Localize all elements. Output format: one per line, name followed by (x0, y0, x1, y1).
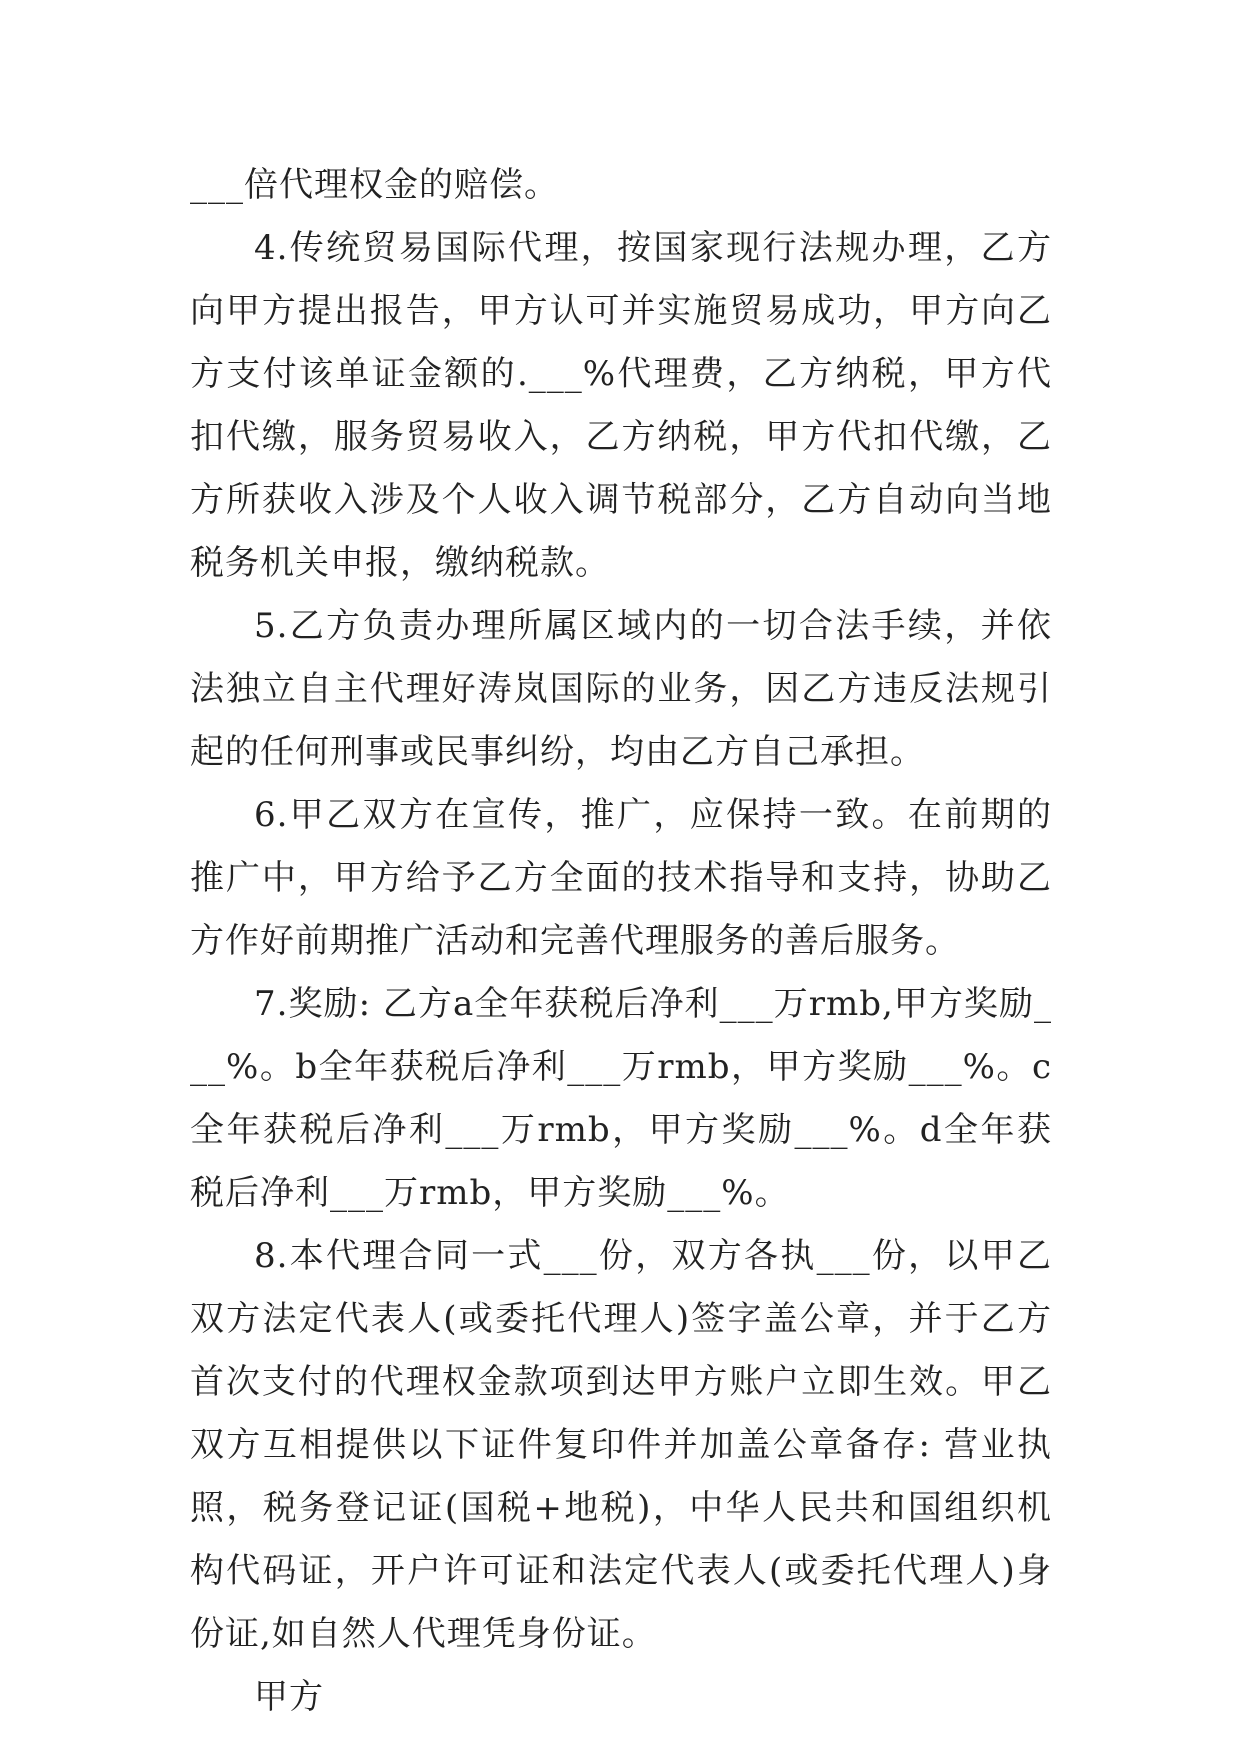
signature-party-a-label: 甲方 (254, 1677, 324, 1717)
paragraph-clause-5-legal-procedures: 5.乙方负责办理所属区域内的一切合法手续，并依法独立自主代理好涛岚国际的业务，因乙方违反法规引起的任何刑事或民事纠纷，均由乙方自己承担。 (190, 606, 1052, 772)
paragraph-clause-6-promotion: 6.甲乙双方在宣传，推广，应保持一致。在前期的推广中，甲方给予乙方全面的技术指导和支持，协助乙方作好前期推广活动和完善代理服务的善后服务。 (190, 795, 1052, 961)
paragraph-compensation-tail: ___倍代理权金的赔偿。 (190, 165, 559, 205)
paragraph-clause-4-trade-agency: 4.传统贸易国际代理，按国家现行法规办理，乙方向甲方提出报告，甲方认可并实施贸易成功，甲方向乙方支付该单证金额的.___%代理费，乙方纳税，甲方代扣代缴，服务贸易收入，乙方纳税，甲方代扣代缴，乙方所获收入涉及个人收入调节税部分，乙方自动向当地税务机关申报，缴纳税款。 (190, 228, 1052, 583)
paragraph-clause-8-copies-and-effect: 8.本代理合同一式___份，双方各执___份，以甲乙双方法定代表人(或委托代理人)签字盖公章，并于乙方首次支付的代理权金款项到达甲方账户立即生效。甲乙双方互相提供以下证件复印件并加盖公章备存: 营业执照，税务登记证(国税+地税)，中华人民共和国组织机构代码证，开户许可证和法定代表人(或委托代理人)身份证,如自然人代理凭身份证。 (190, 1236, 1052, 1654)
paragraph-clause-7-rewards: 7.奖励: 乙方a全年获税后净利___万rmb,甲方奖励___%。b全年获税后净利___万rmb，甲方奖励___%。c全年获税后净利___万rmb，甲方奖励___%。d全年获税后净利___万rmb，甲方奖励___%。 (190, 984, 1052, 1213)
document-body (190, 154, 1052, 1729)
